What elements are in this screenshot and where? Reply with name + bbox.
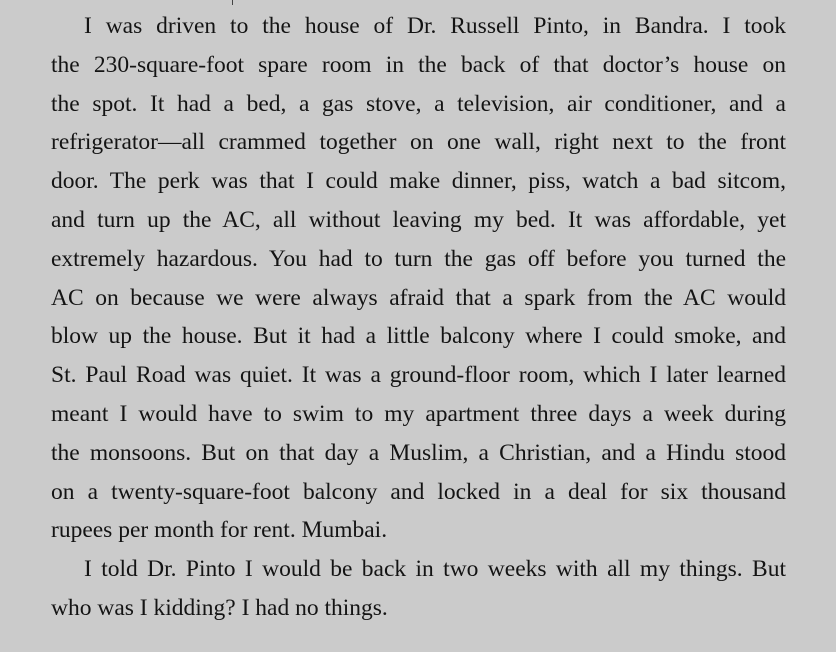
- text-line: the 230-square-foot spare room in the back of that doctor’s house on: [51, 51, 786, 78]
- paragraph-2: [51, 550, 786, 628]
- text-line: St. Paul Road was quiet. It was a ground-floor room, which I later learned: [51, 362, 786, 389]
- text-line: I was driven to the house of Dr. Russell Pinto, in Bandra. I took: [84, 13, 786, 39]
- text-line: who was I kidding? I had no things.: [51, 594, 388, 621]
- paragraph-1: [51, 7, 786, 550]
- text-line: rupees per month for rent. Mumbai.: [51, 517, 388, 544]
- text-line: refrigerator—all crammed together on one wall, right next to the front: [51, 129, 786, 156]
- text-line: meant I would have to swim to my apartment three days a week during: [51, 400, 786, 427]
- text-line: the monsoons. But on that day a Muslim, a Christian, and a Hindu stood: [51, 439, 786, 466]
- text-line: and turn up the AC, all without leaving my bed. It was affordable, yet: [51, 206, 786, 233]
- text-line: door. The perk was that I could make dinner, piss, watch a bad sitcom,: [51, 168, 786, 195]
- text-line: on a twenty-square-foot balcony and locked in a deal for six thousand: [51, 478, 786, 505]
- text-line: blow up the house. But it had a little balcony where I could smoke, and: [51, 323, 786, 350]
- text-line: extremely hazardous. You had to turn the gas off before you turned the: [51, 245, 786, 272]
- text-cursor-mark: [232, 0, 233, 5]
- text-line: AC on because we were always afraid that a spark from the AC would: [51, 284, 786, 311]
- text-line: I told Dr. Pinto I would be back in two weeks with all my things. But: [84, 556, 786, 583]
- text-line: the spot. It had a bed, a gas stove, a television, air conditioner, and a: [51, 90, 786, 117]
